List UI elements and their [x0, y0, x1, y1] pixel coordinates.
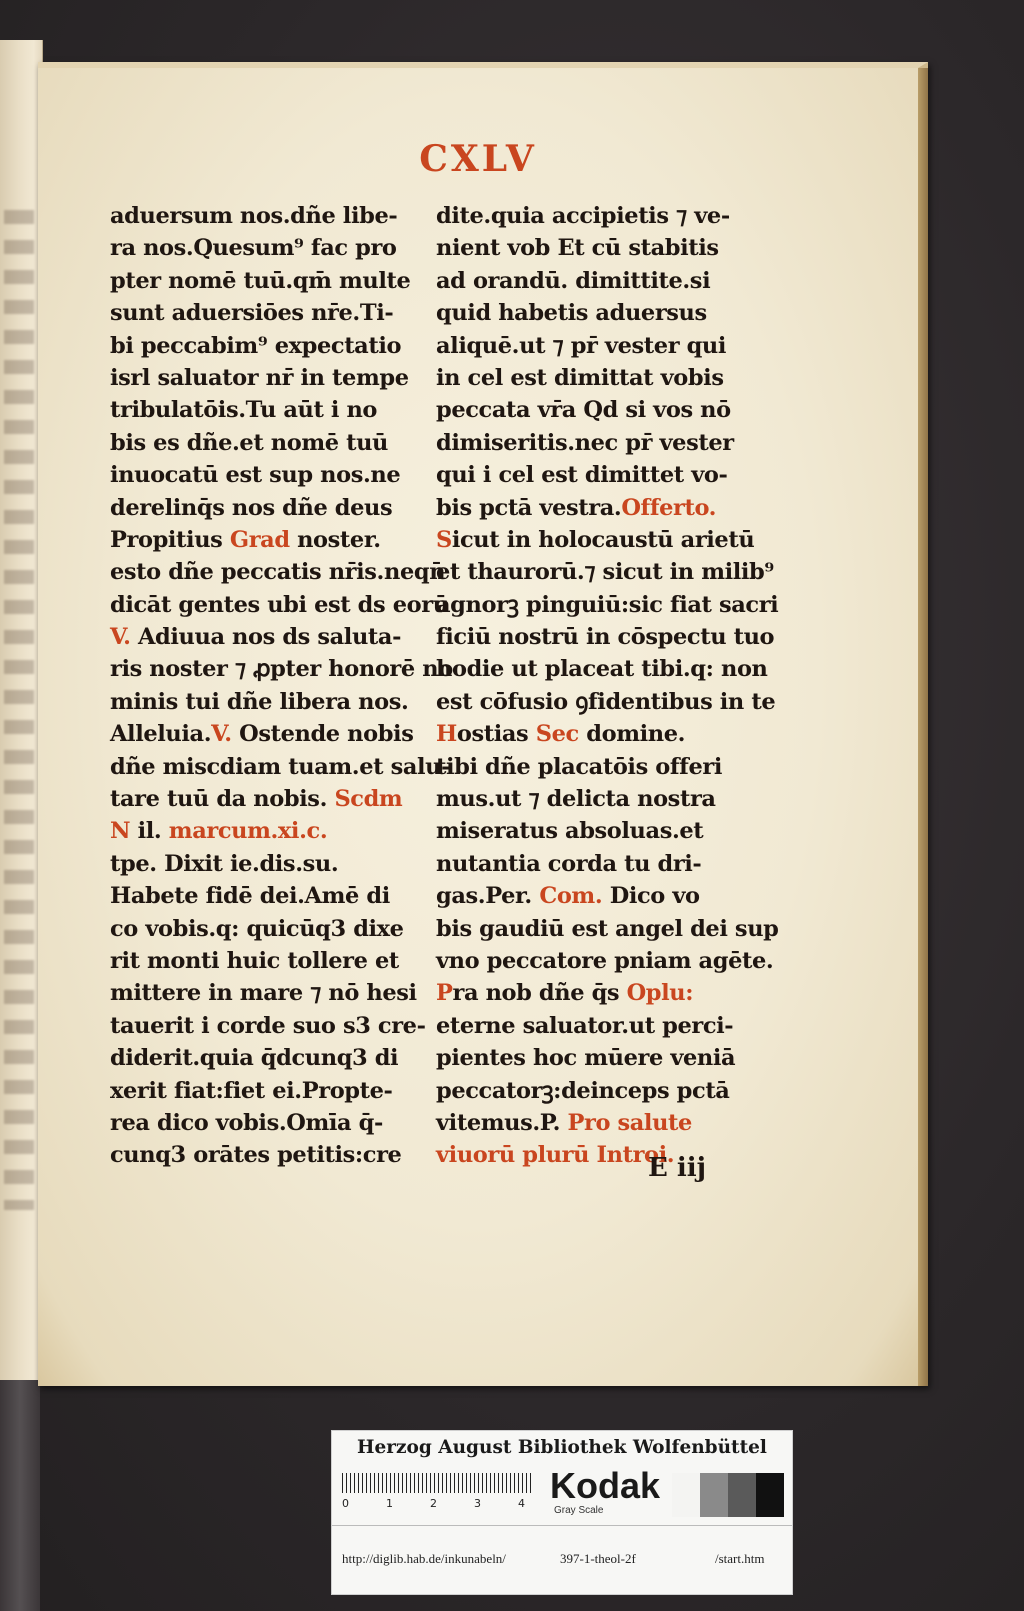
text-segment: agnorꝫ pinguiū:sic fiat sacri [436, 591, 779, 618]
text-line [110, 621, 410, 653]
text-segment: dñe miscdiam tuam.et salu- [110, 753, 451, 780]
gray-scale-label: Gray Scale [554, 1505, 604, 1516]
rubric-text: Oplu: [626, 980, 694, 1007]
rubric-text: V. [110, 624, 131, 651]
text-segment: rea dico vobis.Omīa q̄- [110, 1109, 383, 1136]
text-line [110, 653, 453, 685]
page-edge [918, 68, 928, 1386]
text-line [436, 815, 736, 847]
left-text-column [110, 200, 453, 1172]
text-segment: ra nos.Quesum⁹ fac pro [110, 235, 397, 262]
text-line [436, 977, 736, 1009]
text-line [110, 1010, 426, 1042]
text-segment: ostias [456, 721, 536, 748]
text-segment: Alleluia. [110, 721, 212, 748]
text-line [110, 718, 414, 750]
text-line [436, 265, 736, 297]
text-line [110, 394, 410, 426]
text-line [436, 880, 736, 912]
text-segment: est cōfusio ꝯfidentibus in te [436, 688, 776, 715]
text-segment: inuocatū est sup nos.ne [110, 462, 401, 489]
rubric-text: viuorū plurū Introi. [436, 1142, 675, 1169]
ruler-ticks [342, 1473, 532, 1493]
text-segment: mus.ut ⁊ delicta nostra [436, 786, 716, 813]
rubric-text: Sec [535, 721, 579, 748]
text-segment: bis es dñe.et nomē tuū [110, 429, 389, 456]
gray-patch [672, 1473, 700, 1517]
gray-patch [700, 1473, 728, 1517]
url-id: 397-1-theol-2f [560, 1551, 636, 1566]
text-segment: dite.quia accipietis ⁊ ve- [436, 203, 730, 229]
text-segment: nient vob Et cū stabitis [436, 235, 719, 262]
text-segment: tibi dñe placatōis offeri [436, 753, 722, 780]
text-segment: tauerit i corde suo s3 cre- [110, 1012, 426, 1039]
text-line [110, 297, 410, 329]
text-line [110, 556, 446, 588]
text-segment: ra nob dñe q̄s [452, 980, 627, 1007]
text-line [110, 913, 410, 945]
text-segment: xerit fiat:fiet ei.Propte- [110, 1077, 393, 1104]
text-line [110, 459, 410, 491]
rubric-text: Scdm [334, 786, 403, 813]
text-line [110, 427, 410, 459]
text-segment: pientes hoc mūere veniā [436, 1045, 736, 1072]
text-line [110, 589, 449, 621]
text-line [436, 945, 774, 977]
text-segment: icut in holocaustū arietū [451, 526, 755, 553]
text-segment: et thaurorū.⁊ sicut in milib⁹ [436, 559, 774, 586]
text-segment: nutantia corda tu dri- [436, 850, 702, 877]
rubric-text: marcum.xi.c. [168, 818, 328, 845]
text-line [436, 686, 776, 718]
rubric-text: Pro salute [567, 1109, 692, 1136]
text-segment: quid habetis aduersus [436, 300, 707, 327]
text-segment: ad orandū. dimittite.si [436, 267, 711, 294]
text-segment: vno peccatore pniam agēte. [436, 947, 774, 974]
text-line [436, 1075, 736, 1107]
text-line [436, 232, 736, 264]
text-line [110, 362, 410, 394]
text-line [436, 556, 774, 588]
text-line [110, 1075, 410, 1107]
previous-page-text-bleed [4, 210, 34, 1210]
text-line [436, 394, 736, 426]
text-line [110, 815, 410, 847]
ruler-number: 4 [518, 1497, 525, 1510]
text-line [436, 621, 775, 653]
text-segment: dimiseritis.nec pr̄ vester [436, 429, 734, 456]
rubric-text: Grad [229, 526, 290, 553]
text-line [436, 1042, 736, 1074]
text-segment: Ostende nobis [231, 721, 414, 748]
text-segment: domine. [578, 721, 686, 748]
text-segment: Dico vo [602, 883, 700, 910]
text-segment: aliquē.ut ⁊ pr̄ vester qui [436, 332, 727, 359]
text-line [110, 232, 410, 264]
text-line [436, 1107, 736, 1139]
text-segment: gas.Per. [436, 883, 540, 910]
text-segment: Adiuua nos ds saluta- [130, 624, 402, 651]
text-line [436, 330, 736, 362]
text-line [436, 297, 736, 329]
text-segment: qui i cel est dimittet vo- [436, 462, 728, 489]
text-segment: aduersum nos.dñe libe- [110, 203, 398, 229]
text-segment: Propitius [110, 526, 230, 553]
text-line [436, 362, 736, 394]
color-calibration-card [331, 1430, 793, 1595]
text-line [110, 848, 410, 880]
text-segment: minis tui dñe libera nos. [110, 688, 409, 715]
text-segment: ris noster ⁊ ꝓpter honorē no [110, 656, 453, 683]
text-segment: miseratus absoluas.et [436, 818, 704, 845]
text-segment: ficiū nostrū in cōspectu tuo [436, 624, 775, 651]
right-text-column [436, 200, 779, 1172]
text-segment: sunt aduersiōes nr̄e.Ti- [110, 300, 394, 327]
text-line [436, 653, 768, 685]
url-page: /start.htm [715, 1551, 765, 1566]
text-line [110, 1107, 410, 1139]
folio-page [38, 62, 928, 1386]
ruler-number: 3 [474, 1497, 481, 1510]
text-segment: co vobis.q: quicūq3 dixe [110, 915, 404, 942]
text-line [110, 945, 410, 977]
rubric-text: P [436, 980, 453, 1007]
rubric-text: N [110, 818, 131, 845]
text-line [110, 751, 451, 783]
text-segment: Habete fidē dei.Amē di [110, 883, 390, 910]
signature-mark: E iij [648, 1153, 707, 1183]
gray-patch [756, 1473, 784, 1517]
text-line [436, 492, 736, 524]
text-segment: dicāt gentes ubi est ds eorū [110, 591, 449, 618]
text-segment: noster. [289, 526, 381, 553]
text-segment: rit monti huic tollere et [110, 947, 399, 974]
text-segment: bi peccabim⁹ expectatio [110, 332, 402, 359]
scale-ruler [342, 1473, 542, 1511]
text-segment: tribulatōis.Tu aūt i no [110, 397, 378, 424]
text-line [110, 1139, 410, 1171]
gray-patch [728, 1473, 756, 1517]
text-line [110, 265, 410, 297]
text-segment: isrl saluator nr̄ in tempe [110, 364, 409, 391]
text-segment: vitemus.P. [436, 1109, 568, 1136]
text-line [110, 783, 410, 815]
text-line [110, 686, 410, 718]
text-segment: derelinq̄s nos dñe deus [110, 494, 393, 521]
text-segment: diderit.quia q̄dcunq3 di [110, 1045, 399, 1072]
folio-number: CXLV [419, 138, 537, 180]
text-line [110, 977, 417, 1009]
rubric-text: V. [211, 721, 232, 748]
text-line [436, 427, 736, 459]
rubric-text: Offerto. [621, 494, 717, 521]
text-segment: pter nomē tuū.qm̄ multe [110, 267, 411, 294]
text-line [110, 880, 410, 912]
text-line [110, 330, 410, 362]
text-segment: peccatorꝫ:deinceps pctā [436, 1077, 730, 1104]
text-line [110, 1042, 410, 1074]
ruler-number: 2 [430, 1497, 437, 1510]
text-line [436, 1010, 736, 1042]
text-line [110, 524, 410, 556]
text-segment: mittere in mare ⁊ nō hesi [110, 980, 417, 1007]
text-line [436, 913, 779, 945]
text-line [436, 589, 779, 621]
text-line [436, 200, 736, 232]
text-line [436, 783, 736, 815]
text-segment: tare tuū da nobis. [110, 786, 335, 813]
book-spine [0, 1380, 40, 1611]
rubric-text: Com. [539, 883, 603, 910]
text-segment: tpe. Dixit ie.dis.su. [110, 850, 339, 877]
ruler-number: 1 [386, 1497, 393, 1510]
previous-page-edge [0, 40, 43, 1380]
url-base: http://diglib.hab.de/inkunabeln/ [342, 1551, 506, 1566]
text-line [436, 524, 755, 556]
rubric-text: H [436, 721, 457, 748]
text-segment: eterne saluator.ut perci- [436, 1012, 734, 1039]
text-segment: bis pctā vestra. [436, 494, 622, 521]
library-name: Herzog August Bibliothek Wolfenbüttel [357, 1437, 767, 1458]
gray-patches [672, 1473, 784, 1517]
kodak-logo: Kodak [550, 1465, 661, 1506]
text-line [436, 459, 736, 491]
text-line [110, 200, 410, 232]
ruler-number: 0 [342, 1497, 349, 1510]
rubric-text: S [436, 526, 452, 553]
text-line [436, 848, 736, 880]
text-segment: cunq3 orātes petitis:cre [110, 1142, 402, 1169]
card-divider [332, 1525, 792, 1526]
text-segment: peccata vr̄a Qd si vos nō [436, 397, 731, 424]
text-segment: esto dñe peccatis nr̄is.neqn̄ [110, 559, 446, 586]
text-line [110, 492, 410, 524]
text-segment: in cel est dimittat vobis [436, 364, 724, 391]
text-line [436, 718, 736, 750]
text-segment: bis gaudiū est angel dei sup [436, 915, 779, 942]
text-line [436, 751, 736, 783]
text-segment: hodie ut placeat tibi.q: non [436, 656, 768, 683]
text-segment: il. [130, 818, 169, 845]
